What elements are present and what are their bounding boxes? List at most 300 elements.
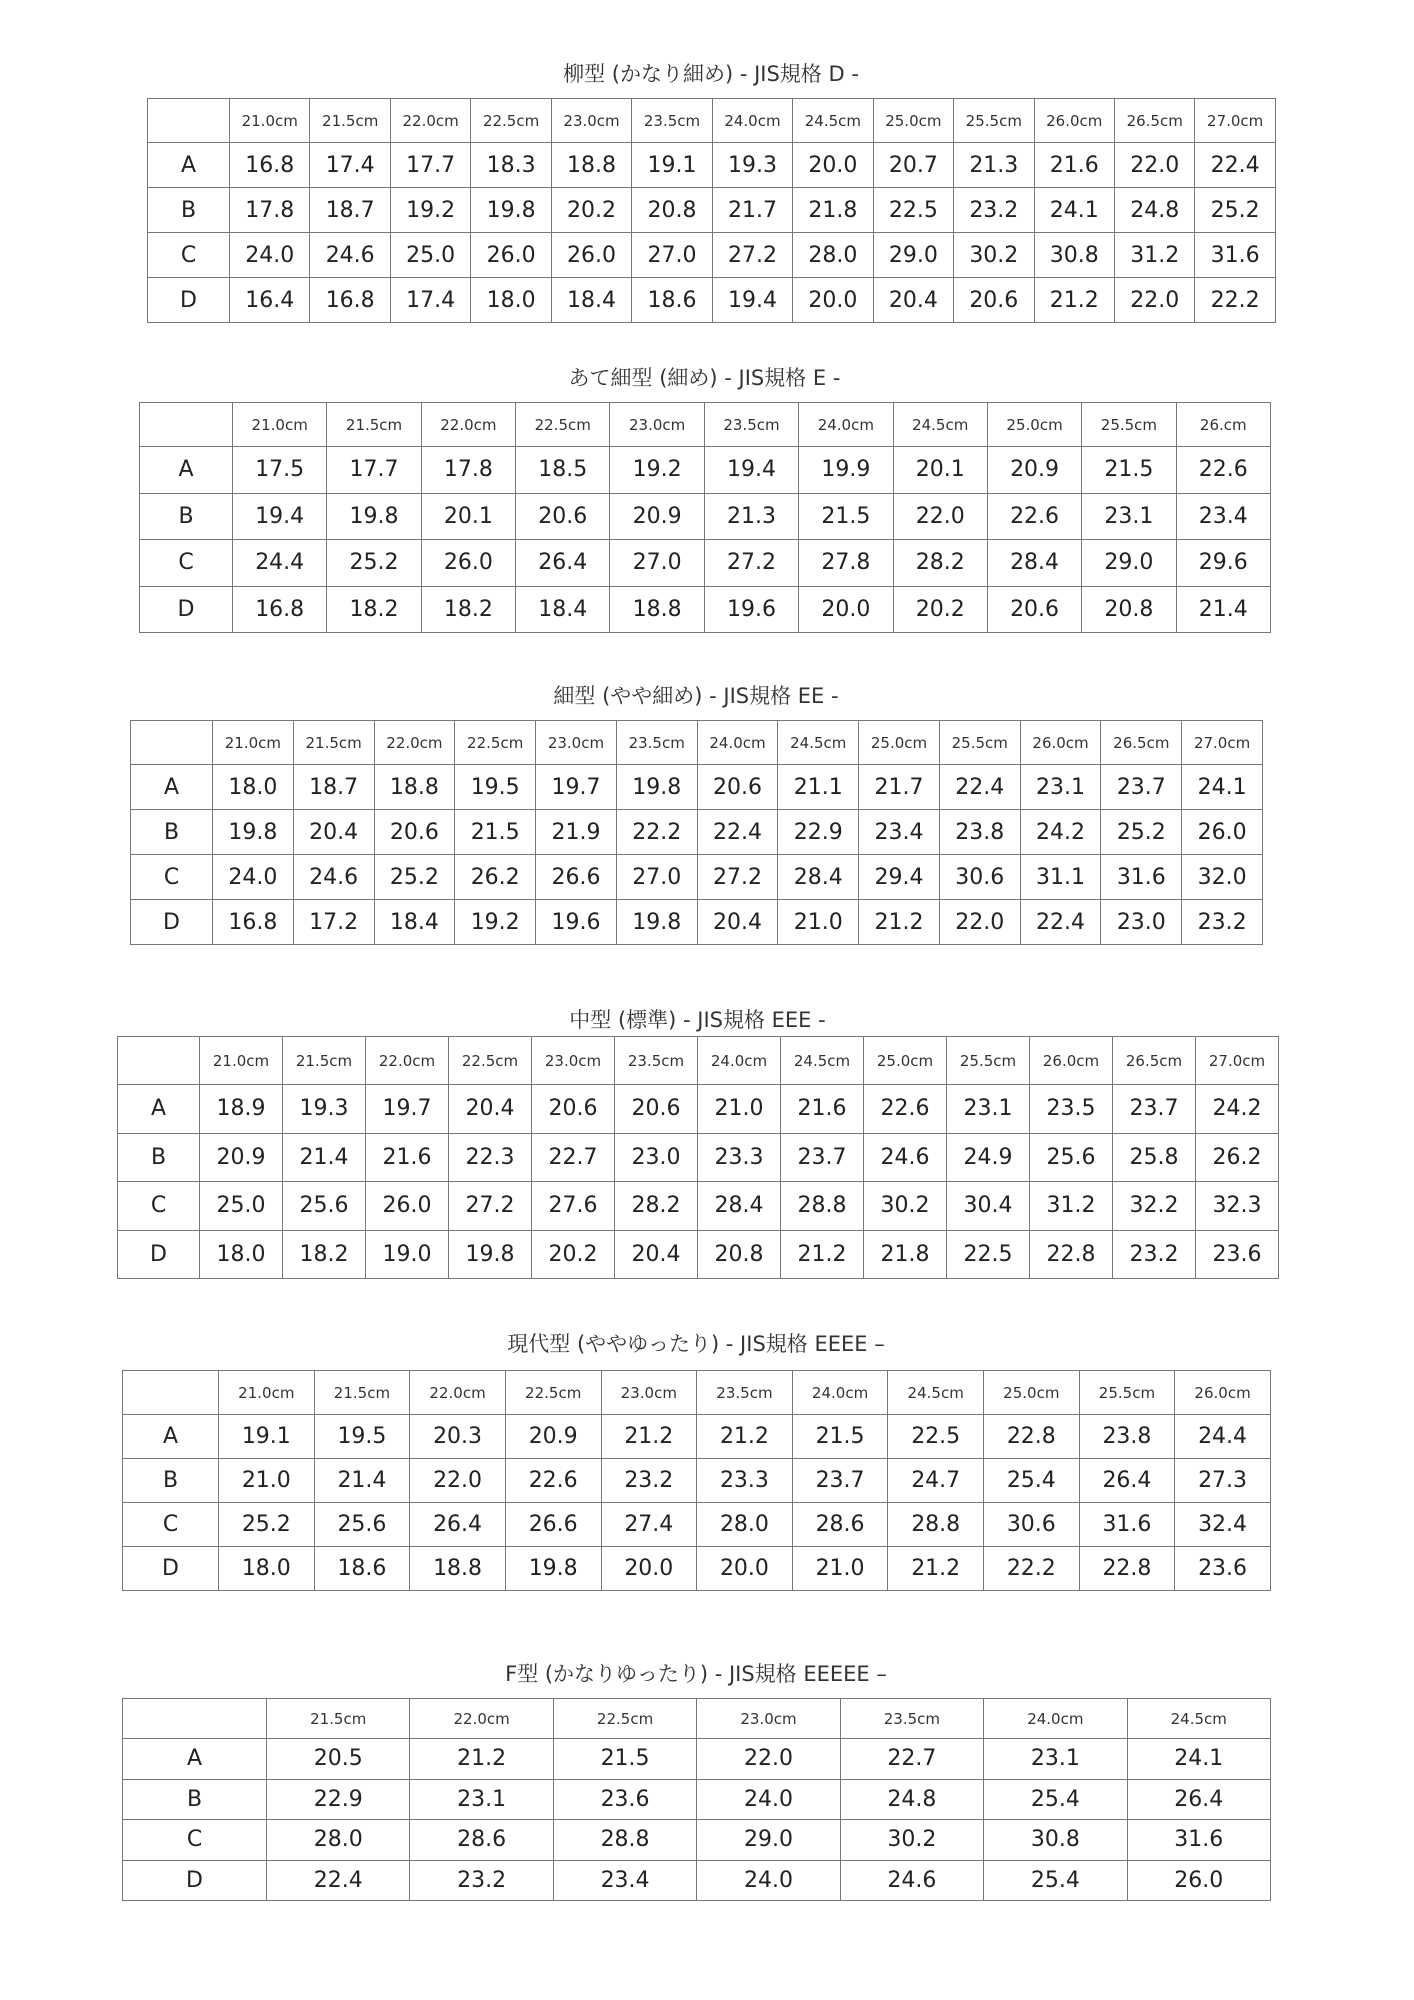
measurement-cell: 27.2 — [704, 540, 798, 587]
size-header: 23.5cm — [616, 721, 697, 765]
size-header: 22.5cm — [553, 1699, 696, 1739]
size-header: 22.5cm — [455, 721, 536, 765]
measurement-cell: 20.9 — [505, 1415, 601, 1459]
measurement-cell: 19.3 — [712, 143, 792, 188]
size-header: 26.5cm — [1113, 1037, 1196, 1085]
measurement-cell: 23.1 — [947, 1085, 1030, 1134]
size-header: 25.5cm — [947, 1037, 1030, 1085]
measurement-cell: 25.0 — [390, 233, 470, 278]
size-header: 22.0cm — [410, 1699, 553, 1739]
size-header: 23.5cm — [697, 1371, 793, 1415]
measurement-cell: 23.2 — [1113, 1230, 1196, 1279]
size-header: 24.0cm — [712, 99, 792, 143]
measurement-cell: 24.8 — [1114, 188, 1194, 233]
measurement-cell: 23.6 — [1196, 1230, 1279, 1279]
measurement-cell: 25.2 — [374, 855, 455, 900]
measurement-cell: 25.4 — [984, 1459, 1080, 1503]
measurement-cell: 18.8 — [374, 765, 455, 810]
size-header: 21.0cm — [200, 1037, 283, 1085]
measurement-cell: 25.8 — [1113, 1133, 1196, 1182]
measurement-cell: 19.5 — [455, 765, 536, 810]
size-header: 22.5cm — [449, 1037, 532, 1085]
measurement-cell: 20.0 — [799, 586, 893, 633]
table-row — [118, 1230, 1279, 1279]
measurement-cell: 32.2 — [1113, 1182, 1196, 1231]
size-header: 26.0cm — [1175, 1371, 1271, 1415]
size-header: 23.0cm — [601, 1371, 697, 1415]
size-header: 26.5cm — [1101, 721, 1182, 765]
table-row — [118, 1133, 1279, 1182]
measurement-cell: 31.6 — [1127, 1820, 1270, 1861]
measurement-cell: 28.8 — [888, 1503, 984, 1547]
measurement-cell: 19.4 — [233, 493, 327, 540]
measurement-cell: 28.0 — [697, 1503, 793, 1547]
row-label: A — [123, 1739, 267, 1780]
measurement-cell: 22.0 — [939, 900, 1020, 945]
measurement-cell: 25.4 — [984, 1860, 1127, 1901]
size-header: 22.0cm — [390, 99, 470, 143]
measurement-cell: 20.6 — [516, 493, 610, 540]
measurement-cell: 28.6 — [410, 1820, 553, 1861]
measurement-cell: 28.4 — [698, 1182, 781, 1231]
row-label: C — [131, 855, 213, 900]
measurement-cell: 22.8 — [984, 1415, 1080, 1459]
size-header: 25.5cm — [1079, 1371, 1175, 1415]
row-label: C — [123, 1503, 219, 1547]
measurement-cell: 18.6 — [314, 1547, 410, 1591]
measurement-cell: 27.8 — [799, 540, 893, 587]
measurement-cell: 20.6 — [615, 1085, 698, 1134]
measurement-cell: 23.5 — [1030, 1085, 1113, 1134]
measurement-cell: 22.2 — [616, 810, 697, 855]
measurement-cell: 26.0 — [551, 233, 631, 278]
measurement-cell: 24.6 — [864, 1133, 947, 1182]
measurement-cell: 21.0 — [792, 1547, 888, 1591]
measurement-cell: 26.6 — [505, 1503, 601, 1547]
size-header: 25.0cm — [984, 1371, 1080, 1415]
measurement-cell: 28.4 — [778, 855, 859, 900]
size-header: 23.0cm — [610, 403, 704, 447]
size-header: 26.5cm — [1114, 99, 1194, 143]
size-header: 24.0cm — [698, 1037, 781, 1085]
measurement-cell: 19.8 — [449, 1230, 532, 1279]
measurement-cell: 19.6 — [704, 586, 798, 633]
measurement-cell: 18.9 — [200, 1085, 283, 1134]
table-row — [148, 188, 1276, 233]
measurement-cell: 21.5 — [553, 1739, 696, 1780]
measurement-cell: 21.2 — [410, 1739, 553, 1780]
measurement-cell: 31.6 — [1079, 1503, 1175, 1547]
measurement-cell: 18.6 — [632, 278, 712, 323]
measurement-cell: 31.6 — [1101, 855, 1182, 900]
measurement-cell: 22.6 — [1176, 447, 1270, 494]
measurement-cell: 19.8 — [327, 493, 421, 540]
size-header: 24.5cm — [793, 99, 873, 143]
measurement-cell: 23.7 — [792, 1459, 888, 1503]
size-table — [130, 720, 1263, 945]
measurement-cell: 20.4 — [449, 1085, 532, 1134]
size-header: 26.0cm — [1020, 721, 1101, 765]
measurement-cell: 22.4 — [697, 810, 778, 855]
measurement-cell: 25.2 — [1195, 188, 1275, 233]
measurement-cell: 23.4 — [1176, 493, 1270, 540]
measurement-cell: 20.8 — [1082, 586, 1176, 633]
row-label: A — [131, 765, 213, 810]
size-header: 23.5cm — [704, 403, 798, 447]
measurement-cell: 20.0 — [601, 1547, 697, 1591]
measurement-cell: 25.6 — [283, 1182, 366, 1231]
measurement-cell: 21.1 — [778, 765, 859, 810]
table-row — [123, 1547, 1271, 1591]
measurement-cell: 27.2 — [712, 233, 792, 278]
measurement-cell: 22.3 — [449, 1133, 532, 1182]
measurement-cell: 30.8 — [984, 1820, 1127, 1861]
size-header: 24.0cm — [697, 721, 778, 765]
measurement-cell: 21.6 — [1034, 143, 1114, 188]
measurement-cell: 24.6 — [310, 233, 390, 278]
size-header: 24.0cm — [799, 403, 893, 447]
size-table — [139, 402, 1271, 633]
measurement-cell: 30.4 — [947, 1182, 1030, 1231]
measurement-cell: 24.7 — [888, 1459, 984, 1503]
measurement-cell: 20.0 — [793, 278, 873, 323]
measurement-cell: 25.0 — [200, 1182, 283, 1231]
measurement-cell: 31.1 — [1020, 855, 1101, 900]
size-header: 23.0cm — [532, 1037, 615, 1085]
measurement-cell: 22.5 — [947, 1230, 1030, 1279]
size-header: 25.0cm — [873, 99, 953, 143]
measurement-cell: 23.7 — [1113, 1085, 1196, 1134]
row-label: D — [131, 900, 213, 945]
measurement-cell: 27.2 — [449, 1182, 532, 1231]
size-header: 22.0cm — [421, 403, 515, 447]
measurement-cell: 18.5 — [516, 447, 610, 494]
measurement-cell: 18.0 — [471, 278, 551, 323]
size-header: 24.5cm — [1127, 1699, 1270, 1739]
measurement-cell: 27.4 — [601, 1503, 697, 1547]
measurement-cell: 21.2 — [781, 1230, 864, 1279]
measurement-cell: 20.2 — [532, 1230, 615, 1279]
measurement-cell: 23.2 — [410, 1860, 553, 1901]
measurement-cell: 20.7 — [873, 143, 953, 188]
table-row — [131, 855, 1263, 900]
size-header: 21.5cm — [310, 99, 390, 143]
measurement-cell: 17.7 — [327, 447, 421, 494]
measurement-cell: 30.2 — [864, 1182, 947, 1231]
measurement-cell: 22.0 — [697, 1739, 840, 1780]
row-label: D — [140, 586, 233, 633]
size-header: 23.5cm — [632, 99, 712, 143]
measurement-cell: 20.2 — [893, 586, 987, 633]
measurement-cell: 23.1 — [984, 1739, 1127, 1780]
measurement-cell: 24.0 — [697, 1779, 840, 1820]
table-row — [123, 1860, 1271, 1901]
corner-cell — [148, 99, 230, 143]
measurement-cell: 18.4 — [551, 278, 631, 323]
measurement-cell: 22.0 — [1114, 143, 1194, 188]
table-title: 現代型 (ややゆったり) - JIS規格 EEEE – — [507, 1332, 885, 1356]
measurement-cell: 17.7 — [390, 143, 470, 188]
size-header: 25.0cm — [987, 403, 1081, 447]
measurement-cell: 17.8 — [230, 188, 310, 233]
measurement-cell: 22.8 — [1079, 1547, 1175, 1591]
measurement-cell: 21.0 — [698, 1085, 781, 1134]
measurement-cell: 29.0 — [697, 1820, 840, 1861]
measurement-cell: 23.3 — [697, 1459, 793, 1503]
measurement-cell: 18.8 — [610, 586, 704, 633]
header-row — [131, 721, 1263, 765]
measurement-cell: 30.6 — [984, 1503, 1080, 1547]
header-row — [148, 99, 1276, 143]
table-row — [140, 493, 1271, 540]
measurement-cell: 19.6 — [536, 900, 617, 945]
measurement-cell: 23.4 — [553, 1860, 696, 1901]
measurement-cell: 24.8 — [840, 1779, 983, 1820]
measurement-cell: 21.9 — [536, 810, 617, 855]
measurement-cell: 20.4 — [293, 810, 374, 855]
table-row — [140, 540, 1271, 587]
size-header: 21.5cm — [314, 1371, 410, 1415]
size-table — [122, 1370, 1271, 1591]
size-header: 21.5cm — [267, 1699, 410, 1739]
size-header: 25.0cm — [859, 721, 940, 765]
measurement-cell: 30.2 — [954, 233, 1034, 278]
measurement-cell: 30.6 — [939, 855, 1020, 900]
measurement-cell: 31.2 — [1030, 1182, 1113, 1231]
row-label: D — [123, 1860, 267, 1901]
size-table — [117, 1036, 1279, 1279]
measurement-cell: 28.4 — [987, 540, 1081, 587]
measurement-cell: 19.8 — [213, 810, 294, 855]
measurement-cell: 27.6 — [532, 1182, 615, 1231]
measurement-cell: 22.2 — [1195, 278, 1275, 323]
row-label: B — [131, 810, 213, 855]
size-header: 21.0cm — [230, 99, 310, 143]
size-table — [122, 1698, 1271, 1901]
size-header: 24.5cm — [781, 1037, 864, 1085]
size-header: 24.5cm — [893, 403, 987, 447]
table-row — [140, 447, 1271, 494]
table-row — [131, 900, 1263, 945]
table-row — [131, 810, 1263, 855]
row-label: C — [148, 233, 230, 278]
measurement-cell: 22.4 — [267, 1860, 410, 1901]
table-title: F型 (かなりゆったり) - JIS規格 EEEEE – — [505, 1662, 887, 1686]
measurement-cell: 20.1 — [893, 447, 987, 494]
measurement-cell: 22.5 — [888, 1415, 984, 1459]
measurement-cell: 19.1 — [219, 1415, 315, 1459]
measurement-cell: 26.2 — [1196, 1133, 1279, 1182]
measurement-cell: 23.6 — [1175, 1547, 1271, 1591]
measurement-cell: 21.0 — [219, 1459, 315, 1503]
measurement-cell: 21.0 — [778, 900, 859, 945]
size-header: 22.5cm — [516, 403, 610, 447]
size-header: 24.0cm — [792, 1371, 888, 1415]
measurement-cell: 25.2 — [219, 1503, 315, 1547]
table-row — [140, 586, 1271, 633]
measurement-cell: 29.0 — [873, 233, 953, 278]
measurement-cell: 20.8 — [698, 1230, 781, 1279]
table-title: 柳型 (かなり細め) - JIS規格 D - — [563, 62, 859, 86]
measurement-cell: 20.3 — [410, 1415, 506, 1459]
size-header: 27.0cm — [1182, 721, 1263, 765]
measurement-cell: 21.3 — [954, 143, 1034, 188]
measurement-cell: 24.4 — [1175, 1415, 1271, 1459]
measurement-cell: 28.8 — [781, 1182, 864, 1231]
measurement-cell: 18.8 — [410, 1547, 506, 1591]
header-row — [118, 1037, 1279, 1085]
row-label: B — [123, 1459, 219, 1503]
row-label: C — [123, 1820, 267, 1861]
size-header: 21.5cm — [283, 1037, 366, 1085]
header-row — [123, 1699, 1271, 1739]
measurement-cell: 20.4 — [697, 900, 778, 945]
size-header: 23.0cm — [697, 1699, 840, 1739]
measurement-cell: 21.6 — [366, 1133, 449, 1182]
size-header: 23.0cm — [536, 721, 617, 765]
measurement-cell: 21.7 — [712, 188, 792, 233]
measurement-cell: 24.9 — [947, 1133, 1030, 1182]
measurement-cell: 20.2 — [551, 188, 631, 233]
measurement-cell: 31.6 — [1195, 233, 1275, 278]
measurement-cell: 28.6 — [792, 1503, 888, 1547]
measurement-cell: 26.4 — [1079, 1459, 1175, 1503]
measurement-cell: 26.2 — [455, 855, 536, 900]
table-row — [148, 278, 1276, 323]
measurement-cell: 22.4 — [1195, 143, 1275, 188]
measurement-cell: 32.3 — [1196, 1182, 1279, 1231]
measurement-cell: 22.9 — [267, 1779, 410, 1820]
table-title: 中型 (標準) - JIS規格 EEE - — [569, 1008, 826, 1032]
measurement-cell: 22.2 — [984, 1547, 1080, 1591]
size-header: 22.5cm — [471, 99, 551, 143]
size-header: 22.0cm — [366, 1037, 449, 1085]
row-label: D — [148, 278, 230, 323]
measurement-cell: 27.0 — [610, 540, 704, 587]
measurement-cell: 18.7 — [310, 188, 390, 233]
measurement-cell: 22.4 — [939, 765, 1020, 810]
measurement-cell: 19.8 — [471, 188, 551, 233]
measurement-cell: 26.0 — [421, 540, 515, 587]
measurement-cell: 22.7 — [532, 1133, 615, 1182]
measurement-cell: 24.2 — [1020, 810, 1101, 855]
measurement-cell: 30.2 — [840, 1820, 983, 1861]
measurement-cell: 20.4 — [873, 278, 953, 323]
measurement-cell: 18.0 — [213, 765, 294, 810]
size-header: 21.0cm — [213, 721, 294, 765]
corner-cell — [123, 1371, 219, 1415]
measurement-cell: 28.0 — [267, 1820, 410, 1861]
size-header: 27.0cm — [1195, 99, 1275, 143]
size-header: 25.5cm — [954, 99, 1034, 143]
measurement-cell: 20.4 — [615, 1230, 698, 1279]
measurement-cell: 28.2 — [893, 540, 987, 587]
measurement-cell: 25.4 — [984, 1779, 1127, 1820]
measurement-cell: 19.2 — [610, 447, 704, 494]
measurement-cell: 26.4 — [1127, 1779, 1270, 1820]
measurement-cell: 20.9 — [987, 447, 1081, 494]
measurement-cell: 21.3 — [704, 493, 798, 540]
measurement-cell: 26.6 — [536, 855, 617, 900]
measurement-cell: 23.1 — [1020, 765, 1101, 810]
measurement-cell: 21.5 — [1082, 447, 1176, 494]
row-label: D — [118, 1230, 200, 1279]
measurement-cell: 19.5 — [314, 1415, 410, 1459]
measurement-cell: 21.2 — [697, 1415, 793, 1459]
measurement-cell: 26.0 — [1182, 810, 1263, 855]
measurement-cell: 31.2 — [1114, 233, 1194, 278]
measurement-cell: 21.4 — [1176, 586, 1270, 633]
measurement-cell: 24.4 — [233, 540, 327, 587]
size-header: 22.0cm — [410, 1371, 506, 1415]
measurement-cell: 19.8 — [505, 1547, 601, 1591]
table-row — [123, 1739, 1271, 1780]
size-header: 26.0cm — [1030, 1037, 1113, 1085]
measurement-cell: 25.6 — [1030, 1133, 1113, 1182]
size-header: 24.0cm — [984, 1699, 1127, 1739]
size-header: 25.0cm — [864, 1037, 947, 1085]
row-label: C — [140, 540, 233, 587]
measurement-cell: 28.8 — [553, 1820, 696, 1861]
corner-cell — [131, 721, 213, 765]
measurement-cell: 20.6 — [987, 586, 1081, 633]
table-row — [123, 1503, 1271, 1547]
measurement-cell: 23.4 — [859, 810, 940, 855]
measurement-cell: 18.2 — [283, 1230, 366, 1279]
measurement-cell: 17.4 — [310, 143, 390, 188]
measurement-cell: 17.4 — [390, 278, 470, 323]
table-title: 細型 (やや細め) - JIS規格 EE - — [553, 684, 839, 708]
measurement-cell: 20.0 — [793, 143, 873, 188]
measurement-cell: 19.7 — [536, 765, 617, 810]
measurement-cell: 21.6 — [781, 1085, 864, 1134]
table-row — [123, 1820, 1271, 1861]
measurement-cell: 24.0 — [230, 233, 310, 278]
measurement-cell: 21.5 — [799, 493, 893, 540]
row-label: C — [118, 1182, 200, 1231]
corner-cell — [123, 1699, 267, 1739]
measurement-cell: 20.6 — [954, 278, 1034, 323]
measurement-cell: 19.2 — [455, 900, 536, 945]
measurement-cell: 19.2 — [390, 188, 470, 233]
measurement-cell: 23.2 — [954, 188, 1034, 233]
measurement-cell: 26.4 — [516, 540, 610, 587]
measurement-cell: 16.8 — [310, 278, 390, 323]
measurement-cell: 21.2 — [601, 1415, 697, 1459]
measurement-cell: 21.8 — [864, 1230, 947, 1279]
size-header: 21.5cm — [327, 403, 421, 447]
measurement-cell: 29.0 — [1082, 540, 1176, 587]
measurement-cell: 16.8 — [233, 586, 327, 633]
measurement-cell: 20.6 — [374, 810, 455, 855]
measurement-cell: 21.2 — [888, 1547, 984, 1591]
row-label: A — [118, 1085, 200, 1134]
measurement-cell: 24.1 — [1034, 188, 1114, 233]
measurement-cell: 27.0 — [616, 855, 697, 900]
size-header: 26.cm — [1176, 403, 1270, 447]
measurement-cell: 23.7 — [781, 1133, 864, 1182]
measurement-cell: 22.4 — [1020, 900, 1101, 945]
table-row — [118, 1085, 1279, 1134]
measurement-cell: 22.0 — [410, 1459, 506, 1503]
measurement-cell: 18.0 — [219, 1547, 315, 1591]
measurement-cell: 22.5 — [873, 188, 953, 233]
size-header: 21.0cm — [233, 403, 327, 447]
size-header: 23.0cm — [551, 99, 631, 143]
table-row — [123, 1779, 1271, 1820]
size-header: 22.0cm — [374, 721, 455, 765]
measurement-cell: 18.7 — [293, 765, 374, 810]
